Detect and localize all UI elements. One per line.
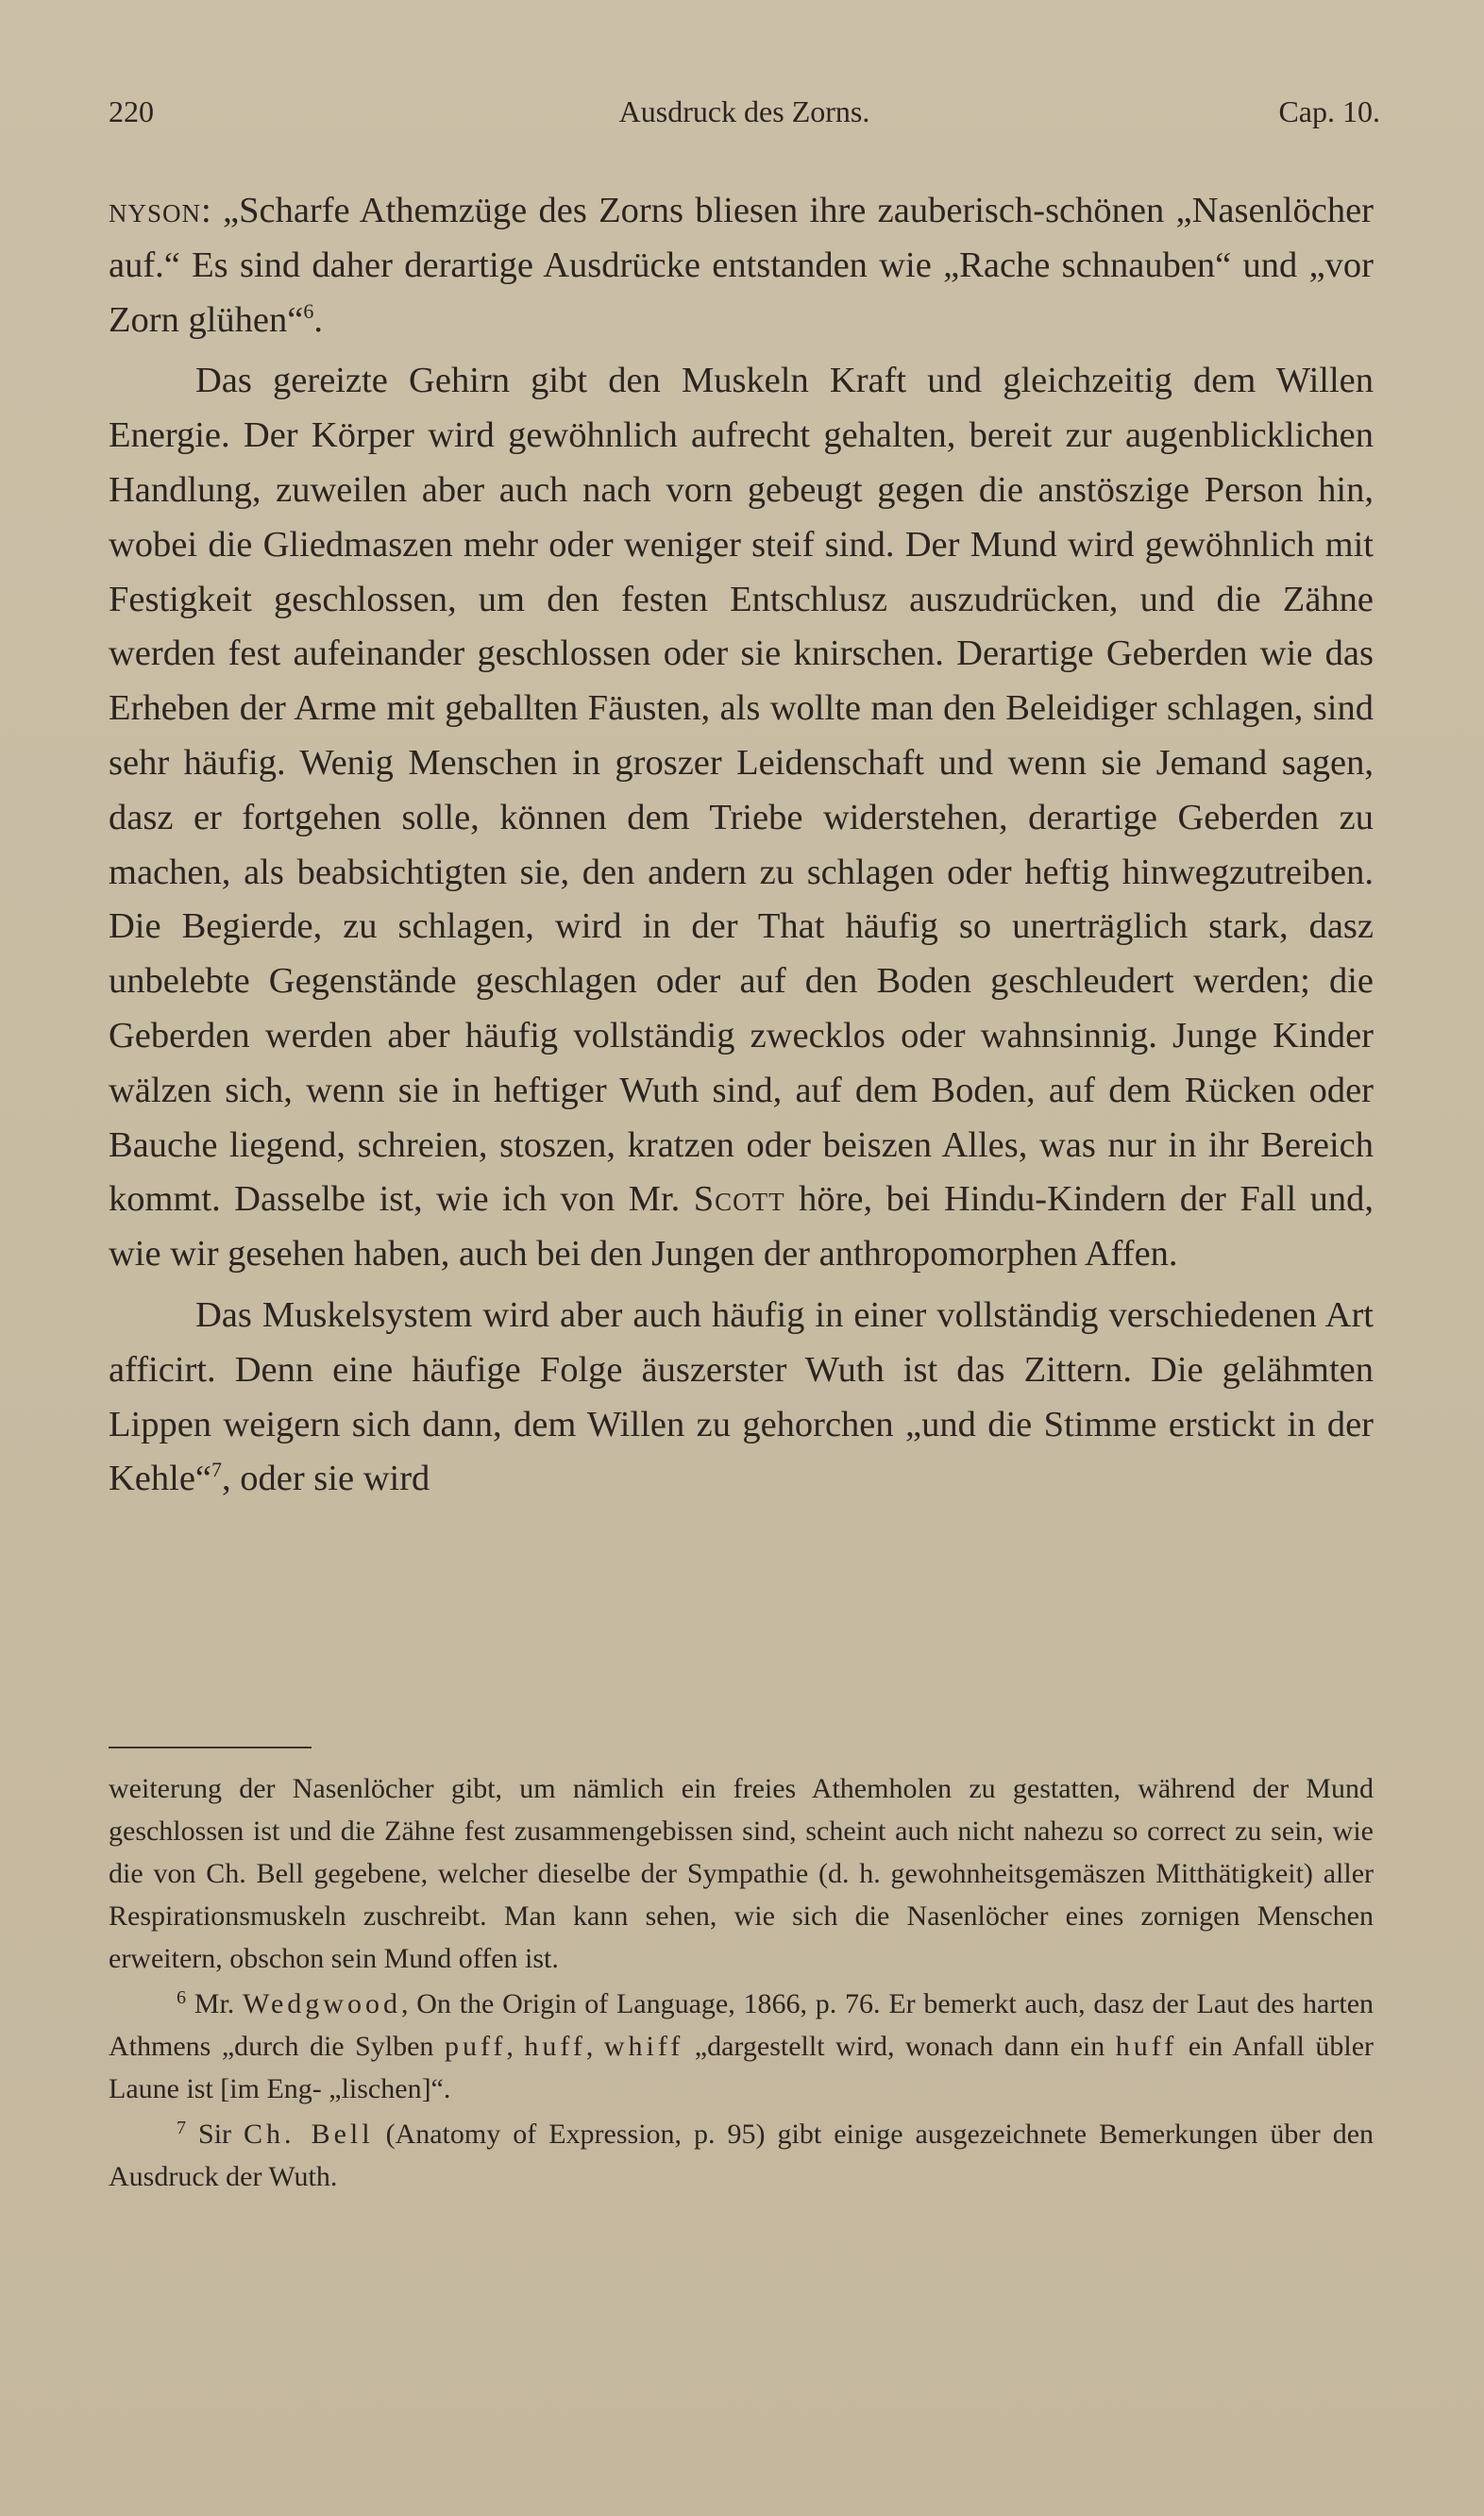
footnote-6 <box>109 1983 1374 2110</box>
running-title: Ausdruck des Zorns. <box>618 94 870 128</box>
footnote-6-end: ein Anfall übler Laune ist [im Eng- „lischen]“. <box>109 2031 1374 2104</box>
footnote-7-text: (Anatomy of Expression, p. 95) gibt einige ausgezeichnete Bemerkungen über den Ausdruck der Wuth. <box>109 2119 1374 2192</box>
paragraph-1-text: : „Scharfe Athemzüge des Zorns bliesen ihre zauberisch-schönen „Nasenlöcher auf.“ Es sind daher derartige Ausdrücke entstanden wie „Rache schnauben“ und „vor Zorn glühen“ <box>109 191 1374 340</box>
footnote-6-text: , On the Origin of Language, 1866, p. 76. Er bemerkt auch, dasz der Laut des harten Athmens „durch die Sylben <box>109 1988 1374 2062</box>
footnote-7 <box>109 2113 1374 2198</box>
word-huff-2: huff <box>1115 2031 1178 2062</box>
page-number: 220 <box>109 94 154 128</box>
paragraph-2-text-end: höre, bei Hindu-Kindern der Fall und, wie wir gesehen haben, auch bei den Jungen der anthropomorphen Affen. <box>109 1179 1374 1275</box>
running-header <box>109 94 1380 142</box>
footnote-6-text-2: „dargestellt wird, wonach dann ein <box>694 2031 1105 2062</box>
author-name-fragment: nyson <box>109 191 202 230</box>
footnotes <box>109 1767 1374 2198</box>
footnote-continuation: weiterung der Nasenlöcher gibt, um nämlich ein freies Athemholen zu gestatten, während der Mund geschlossen ist und die Zähne fest zusammengebissen sind, scheint auch nicht nahezu so correct zu sein, wie die von Ch. Bell gegebene, welcher dieselbe der Sympathie (d. h. gewohnheitsgemäszen Mitthätigkeit) aller Respirationsmuskeln zuschreibt. Man kann sehen, wie sich die Nasenlöcher eines zornigen Menschen erweitern, obschon sein Mund offen ist. <box>109 1773 1374 1974</box>
word-whiff: whiff <box>603 2031 684 2062</box>
word-puff: puff <box>444 2031 507 2062</box>
footnote-6-prefix: Mr. <box>194 1988 235 2019</box>
footnote-ref-6: 6 <box>303 298 314 323</box>
footnote-7-author: Ch. Bell <box>244 2119 374 2150</box>
paragraph-3-text: Das Muskelsystem wird aber auch häufig in einer vollständig verschiedenen Art afficirt. Denn eine häufige Folge äuszerster Wuth ist das Zittern. Die gelähmten Lippen weigern sich dann, dem Willen zu gehorchen „und die Stimme erstickt in der Kehle“ <box>109 1294 1374 1499</box>
paragraph-2 <box>109 354 1374 1282</box>
footnote-ref-7: 7 <box>211 1458 223 1482</box>
footnote-7-number: 7 <box>177 2118 186 2138</box>
footnote-6-author: Wedgwood <box>243 1988 401 2019</box>
word-huff: huff <box>524 2031 586 2062</box>
paragraph-2-text: Das gereizte Gehirn gibt den Muskeln Kraft und gleichzeitig dem Willen Energie. Der Körper wird gewöhnlich aufrecht gehalten, bereit zur augenblicklichen Handlung, zuweilen aber auch nach vorn gebeugt gegen die anstöszige Person hin, wobei die Gliedmaszen mehr oder weniger steif sind. Der Mund wird gewöhnlich mit Festigkeit geschlossen, um den festen Entschlusz auszudrücken, und die Zähne werden fest aufeinander geschlossen oder sie knirschen. Derartige Geberden wie das Erheben der Arme mit geballten Fäusten, als wollte man den Beleidiger schlagen, sind sehr häufig. Wenig Menschen in groszer Leidenschaft und wenn sie Jemand sagen, dasz er fortgehen solle, können dem Triebe widerstehen, derartige Geberden zu machen, als beabsichtigten sie, den andern zu schlagen oder heftig hinwegzutreiben. Die Begierde, zu schlagen, wird in der That häufig so unerträglich stark, dasz unbelebte Gegenstände geschlagen oder auf den Boden geschleudert werden; die Geberden werden aber häufig vollständig zwecklos oder wahnsinnig. Junge Kinder wälzen sich, wenn sie in heftiger Wuth sind, auf dem Boden, auf dem Rücken oder Bauche liegend, schreien, stoszen, kratzen oder beiszen Alles, was nur in ihr Bereich kommt. Dasselbe ist, wie ich von Mr. <box>109 361 1374 1220</box>
paragraph-3-end: , oder sie wird <box>222 1459 430 1499</box>
comma: , <box>506 2031 514 2062</box>
paragraph-1-end: . <box>313 299 323 340</box>
footnote-divider <box>109 1747 312 1748</box>
footnote-7-prefix: Sir <box>198 2119 232 2150</box>
footnote-6-number: 6 <box>177 1987 186 2008</box>
main-text <box>109 184 1374 1507</box>
paragraph-3 <box>109 1289 1374 1507</box>
comma: , <box>585 2031 594 2062</box>
name-scott: Scott <box>693 1179 785 1220</box>
chapter-label: Cap. 10. <box>1278 94 1380 128</box>
paragraph-1 <box>109 184 1374 347</box>
